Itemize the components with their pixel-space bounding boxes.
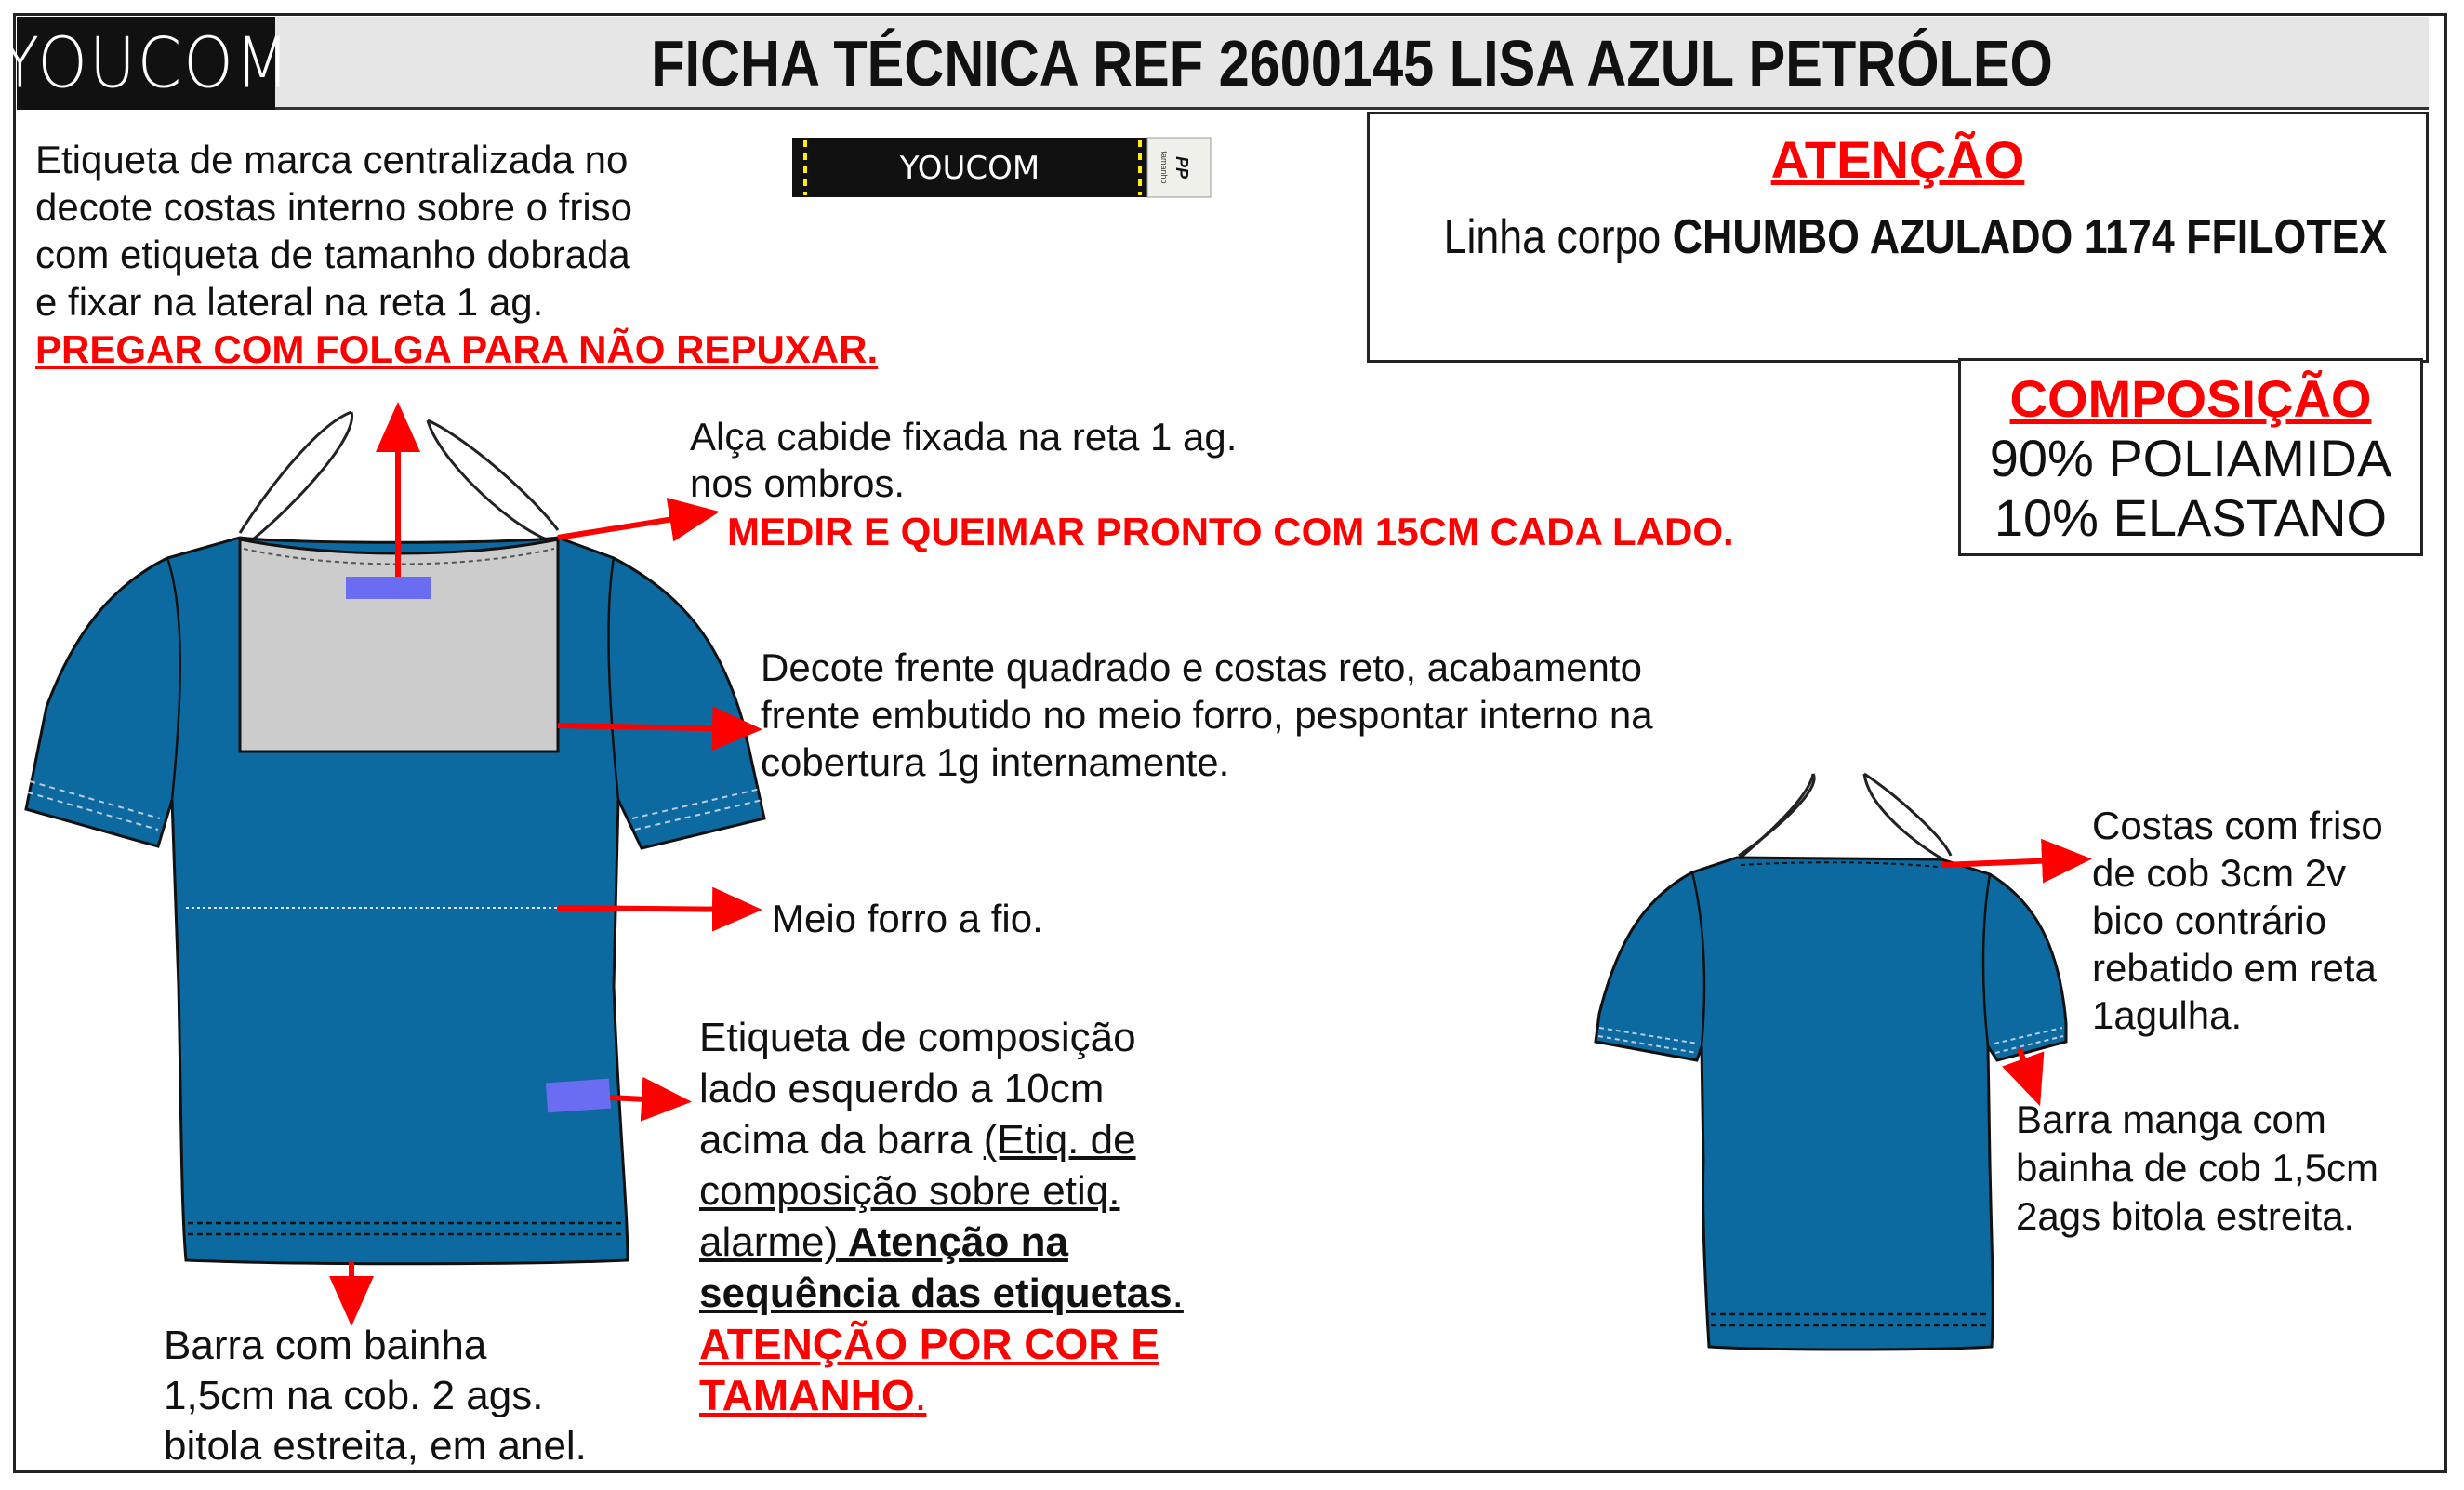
- composition-label-note-line-5-underlined: alarme): [699, 1219, 839, 1265]
- composition-label-warning-2-text: TAMANHO: [699, 1371, 915, 1419]
- brand-label-illustration: [792, 138, 1211, 197]
- composition-label-note-line-3-plain: acima da barra: [699, 1117, 984, 1163]
- back-note-line-2: de cob 3cm 2v: [2092, 851, 2347, 895]
- composition-label-warning-1: ATENÇÃO POR COR E: [699, 1320, 1159, 1368]
- front-hanger-loop-right: [428, 420, 558, 530]
- composition-label-note-line-6-end: .: [1172, 1270, 1184, 1316]
- arrow-sleeve-hem: [2020, 1049, 2036, 1096]
- label-note-warning: PREGAR COM FOLGA PARA NÃO REPUXAR.: [35, 327, 879, 371]
- label-note-line-2: decote costas interno sobre o friso: [35, 185, 633, 229]
- label-note-line-1: Etiqueta de marca centralizada no: [35, 138, 629, 181]
- composition-label-note-line-6-bold: sequência das etiquetas: [699, 1270, 1172, 1316]
- back-note-line-1: Costas com friso: [2092, 804, 2383, 847]
- hem-note-line-2: 1,5cm na cob. 2 ags.: [164, 1373, 544, 1418]
- attention-title: ATENÇÃO: [1770, 130, 2025, 189]
- back-note-line-3: bico contrário: [2092, 898, 2327, 942]
- arrow-hanger: [558, 513, 709, 538]
- hanger-note-line-1: Alça cabide fixada na reta 1 ag.: [690, 415, 1238, 459]
- front-brand-label-patch: [346, 577, 431, 599]
- arrow-back-binding: [1941, 859, 2081, 865]
- sleeve-note-line-1: Barra manga com: [2016, 1098, 2326, 1141]
- composition-label-note-line-2: lado esquerdo a 10cm: [699, 1066, 1105, 1111]
- composition-line-1: 90% POLIAMIDA: [1989, 429, 2392, 487]
- page-title: FICHA TÉCNICA REF 2600145 LISA AZUL PETRÓLEO: [651, 27, 2053, 100]
- brand-logo-text: YOUCOM: [0, 22, 292, 104]
- arrow-half-lining: [558, 908, 751, 910]
- back-note-line-5: 1agulha.: [2092, 993, 2243, 1037]
- neckline-note-line-1: Decote frente quadrado e costas reto, acabamento: [761, 645, 1642, 689]
- hem-note-line-3: bitola estreita, em anel.: [164, 1423, 587, 1469]
- composition-label-note-line-1: Etiqueta de composição: [699, 1015, 1136, 1060]
- composition-label-warning-2-end: .: [914, 1371, 927, 1419]
- composition-label-note-line-5-bold: Atenção na: [838, 1219, 1068, 1265]
- label-note-line-4: e fixar na lateral na reta 1 ag.: [35, 280, 544, 324]
- brand-label-size-word: tamanho: [1159, 151, 1169, 184]
- neckline-note-line-2: frente embutido no meio forro, pespontar interno na: [761, 693, 1653, 737]
- back-hanger-loop-left: [1739, 774, 1814, 856]
- hem-note-line-1: Barra com bainha: [164, 1323, 487, 1368]
- sleeve-note-line-3: 2ags bitola estreita.: [2016, 1194, 2355, 1238]
- hanger-note-warning: MEDIR E QUEIMAR PRONTO COM 15CM CADA LADO.: [727, 510, 1734, 553]
- arrow-neckline: [558, 725, 751, 729]
- hanger-note-line-2: nos ombros.: [690, 461, 906, 505]
- brand-label-logo: YOUCOM: [899, 150, 1040, 187]
- front-hanger-loop-left: [240, 412, 351, 533]
- sleeve-note-line-2: bainha de cob 1,5cm: [2016, 1146, 2378, 1190]
- neckline-note-line-3: cobertura 1g internamente.: [761, 740, 1230, 784]
- attention-line-prefix: Linha corpo: [1443, 210, 1673, 264]
- half-lining-note: Meio forro a fio.: [772, 897, 1043, 940]
- composition-line-2: 10% ELASTANO: [1994, 488, 2388, 547]
- back-note-line-4: rebatido em reta: [2092, 946, 2377, 990]
- arrow-composition-label: [610, 1098, 681, 1101]
- composition-title: COMPOSIÇÃO: [2009, 369, 2372, 428]
- attention-thread-color: CHUMBO AZULADO 1174 FFILOTEX: [1672, 210, 2388, 264]
- composition-label-patch: [546, 1079, 611, 1113]
- back-hanger-loop-right: [1864, 774, 1951, 856]
- back-body: [1596, 858, 2066, 1350]
- composition-label-note-line-3-underlined: (Etiq. de: [983, 1117, 1136, 1163]
- label-note-line-3: com etiqueta de tamanho dobrada: [35, 233, 630, 276]
- brand-label-size: PP: [1172, 155, 1191, 180]
- composition-label-note-line-4: composição sobre etiq.: [699, 1168, 1120, 1214]
